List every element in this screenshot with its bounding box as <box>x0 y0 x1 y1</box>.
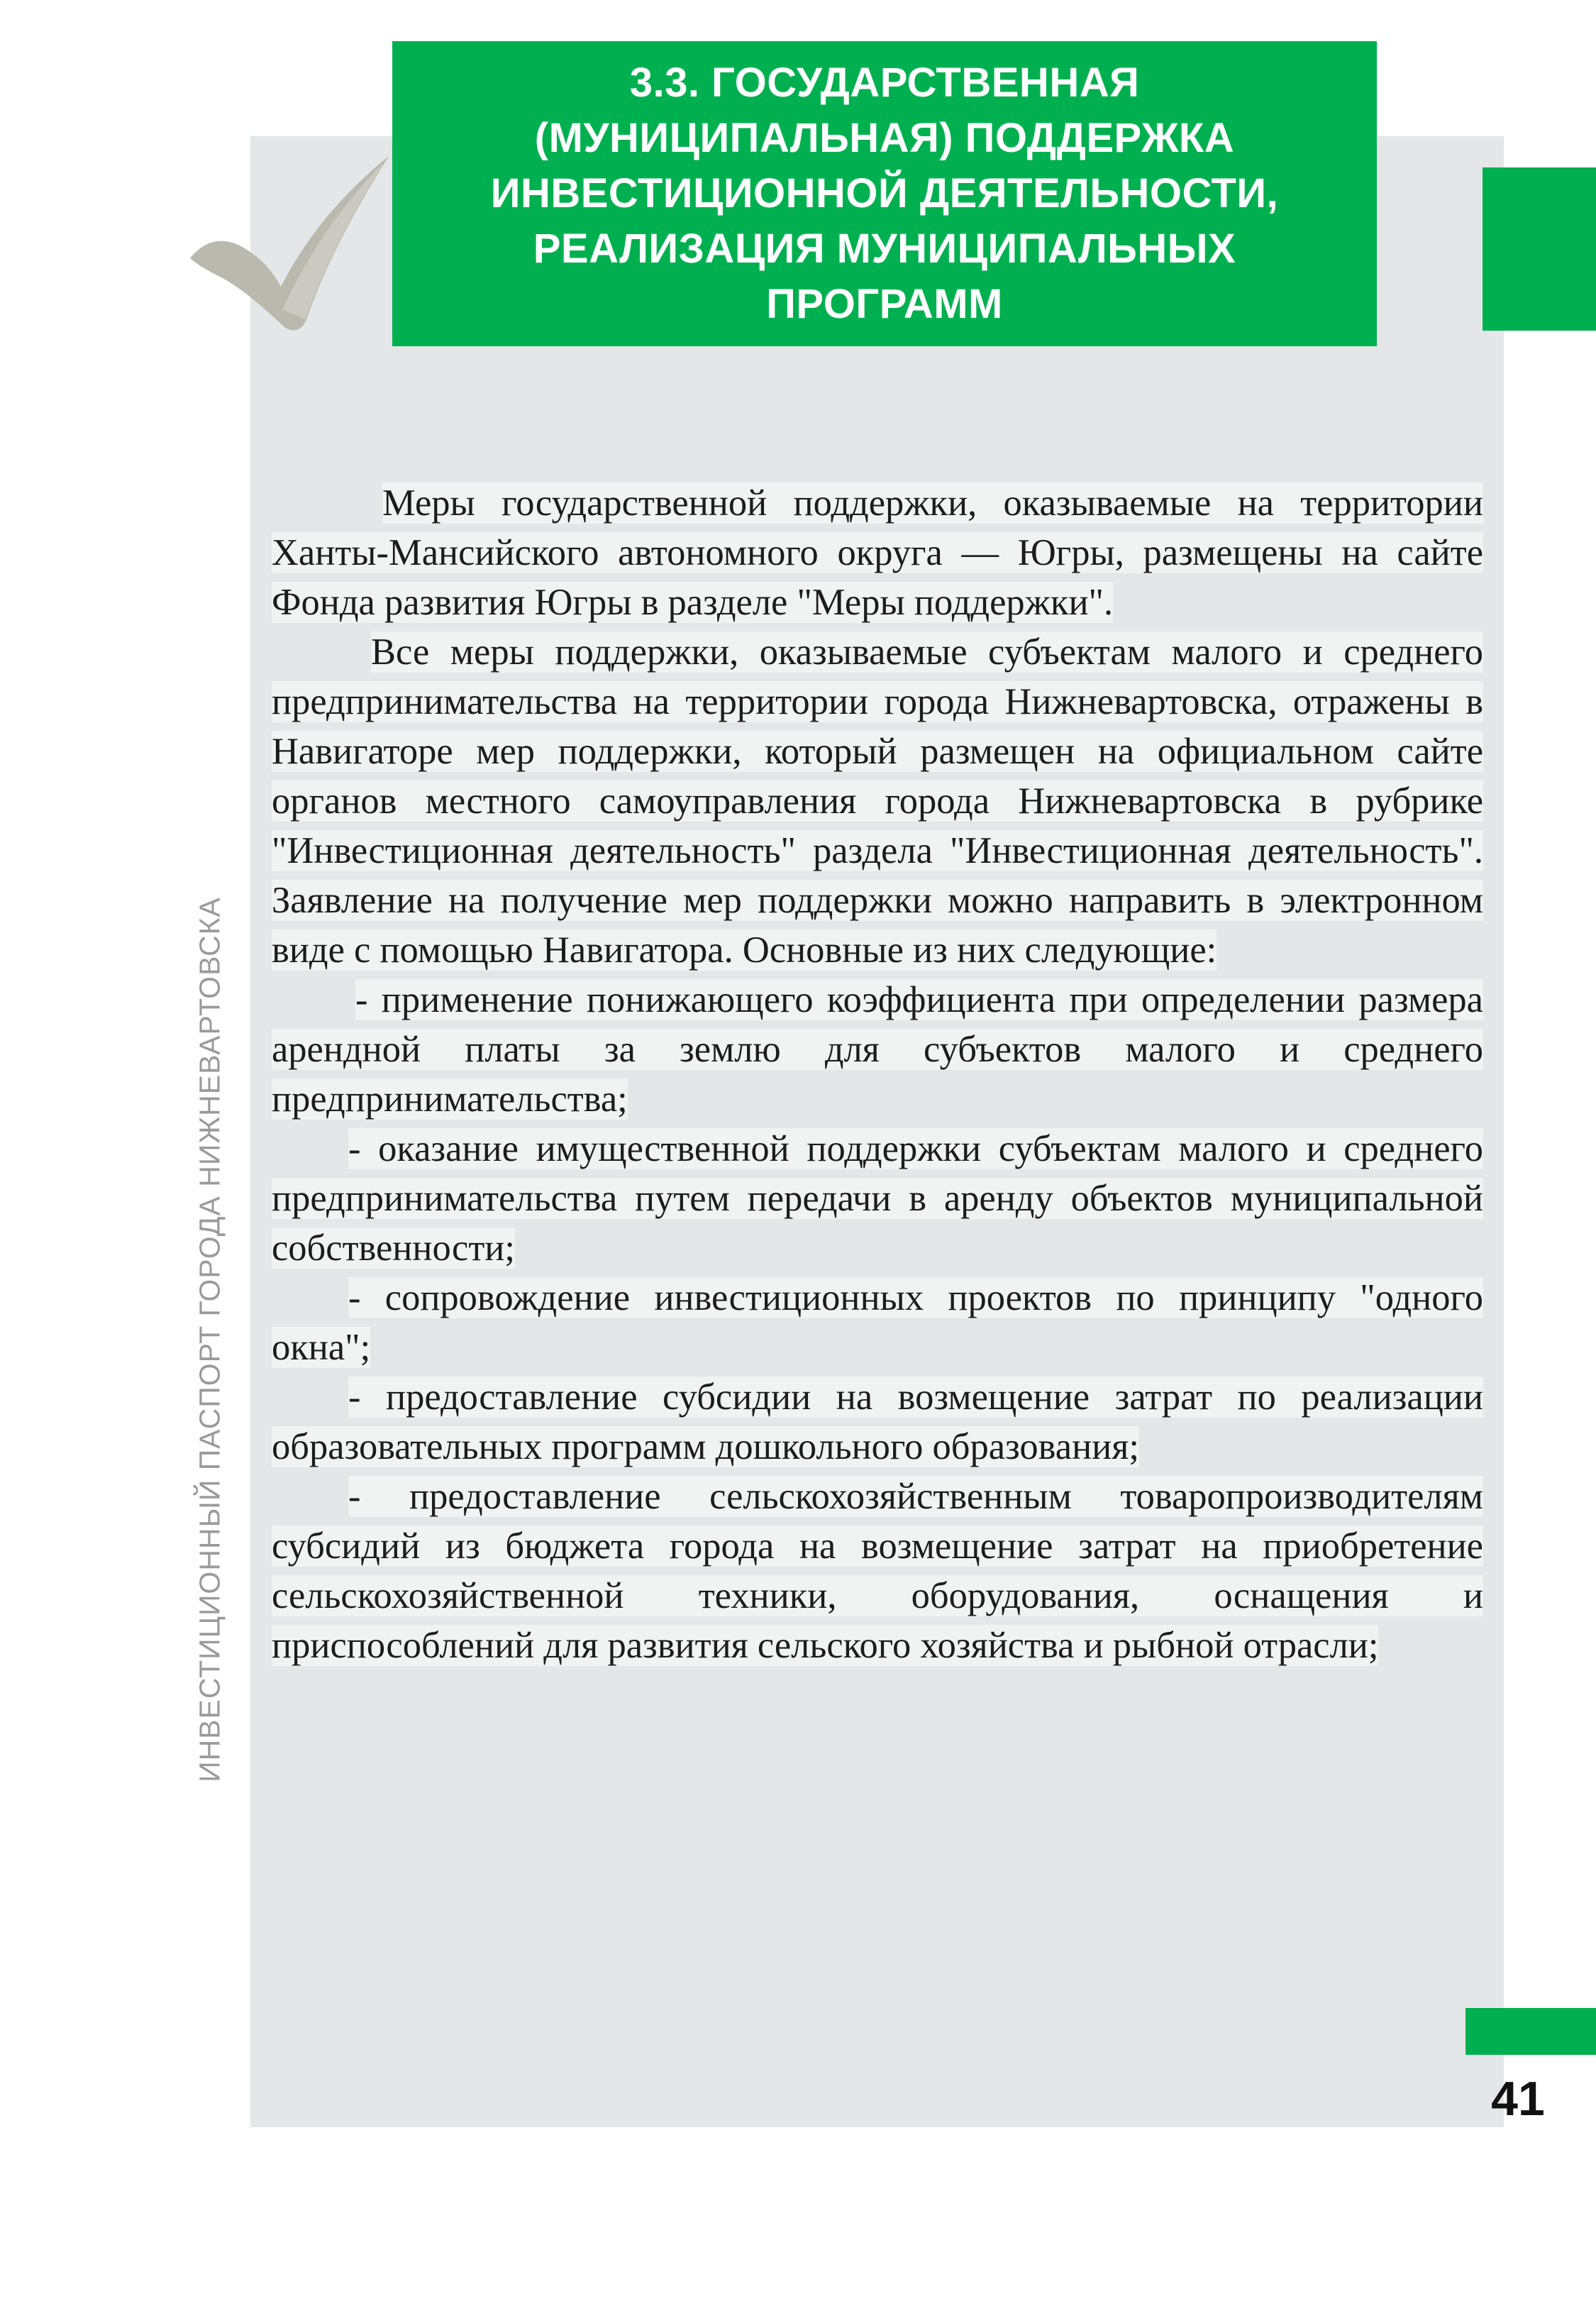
body-text <box>272 478 1483 1670</box>
title-line: (МУНИЦИПАЛЬНАЯ) ПОДДЕРЖКА <box>534 115 1235 161</box>
paragraph: Меры государственной поддержки, оказываемые на территории Ханты-Мансийского автономного округа — Югры, размещены на сайте Фонда развития Югры в разделе "Меры поддержки". <box>272 482 1483 623</box>
document-side-label: ИНВЕСТИЦИОННЫЙ ПАСПОРТ ГОРОДА НИЖНЕВАРТОВСКА <box>193 897 226 1782</box>
section-tab-marker <box>1483 167 1596 331</box>
title-line: 3.3. ГОСУДАРСТВЕННАЯ <box>629 60 1140 106</box>
checkmark-icon <box>186 152 392 336</box>
title-line: ПРОГРАММ <box>766 281 1003 327</box>
list-item: - оказание имущественной поддержки субъектам малого и среднего предпринимательства путем передачи в аренду объектов муниципальной собственности; <box>272 1128 1483 1269</box>
page-tab-marker <box>1465 2008 1596 2055</box>
paragraph: Все меры поддержки, оказываемые субъектам малого и среднего предпринимательства на территории города Нижневартовска, отражены в Навигаторе мер поддержки, который размещен на официальном сайте органов местного самоуправления города Нижневартовска в рубрике "Инвестиционная деятельность" раздела "Инвестиционная деятельность". Заявление на получение мер поддержки можно направить в электронном виде с помощью Навигатора. Основные из них следующие: <box>272 631 1483 971</box>
list-item: - применение понижающего коэффициента при определении размера арендной платы за землю для субъектов малого и среднего предпринимательства; <box>272 979 1483 1120</box>
list-item: - сопровождение инвестиционных проектов по принципу "одного окна"; <box>272 1277 1483 1368</box>
title-line: ИНВЕСТИЦИОННОЙ ДЕЯТЕЛЬНОСТИ, <box>490 170 1279 216</box>
section-title-box <box>392 41 1377 346</box>
title-line: РЕАЛИЗАЦИЯ МУНИЦИПАЛЬНЫХ <box>533 226 1236 272</box>
section-title <box>491 55 1278 332</box>
list-item: - предоставление сельскохозяйственным товаропроизводителям субсидий из бюджета города на возмещение затрат на приобретение сельскохозяйственной техники, оборудования, оснащения и приспособлений для развития сельского хозяйства и рыбной отрасли; <box>272 1476 1483 1666</box>
page-number: 41 <box>1491 2072 1545 2126</box>
list-item: - предоставление субсидии на возмещение затрат по реализации образовательных программ дошкольного образования; <box>272 1377 1483 1467</box>
